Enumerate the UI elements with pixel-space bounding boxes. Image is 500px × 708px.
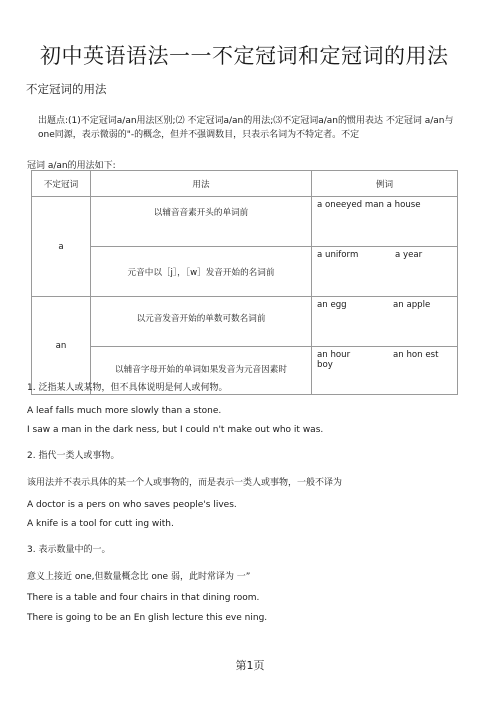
- examples-cell: [312, 347, 458, 395]
- article-cell: an: [32, 297, 91, 395]
- example-sentence: A doctor is a pers on who saves people's lives.: [27, 500, 237, 510]
- intro-paragraph: 出题点:(1)不定冠词a/an用法区别;⑵ 不定冠词a/an的用法;⑶不定冠词a/an的惯用表达 不定冠词 a/an与 one同源，表示微弱的"-的概念，但并不强调数目，只表示名词为不特定者。不定: [38, 116, 454, 140]
- table-row: [32, 297, 458, 347]
- example-word: a year: [395, 250, 423, 260]
- example-word: a oneeyed man a house: [317, 200, 421, 210]
- page-number: 第1页: [235, 659, 265, 672]
- usage-cell: [91, 197, 312, 247]
- article-cell: a: [32, 197, 91, 297]
- example-sentence: There is a table and four chairs in that dining room.: [27, 593, 260, 603]
- explanation-text: 该用法并不表示具体的某一个人或事物的，而是表示一类人或事物，一般不译为: [27, 478, 343, 488]
- table-row: [32, 247, 458, 297]
- point-heading: 2. 指代一类人或事物。: [27, 451, 120, 461]
- usage-cell: [91, 247, 312, 297]
- examples-cell: [312, 197, 458, 247]
- usage-text: 元音中以［j］，［w］发音开始的名词前: [127, 267, 275, 278]
- page-title: 初中英语语法一一不定冠词和定冠词的用法: [40, 44, 449, 68]
- example-word: an apple: [393, 300, 431, 310]
- table-header-row: [32, 171, 458, 197]
- explanation-text: 意义上接近 one,但数量概念比 one 弱，此时常译为 一”: [27, 572, 251, 582]
- point-heading: 1. 泛指某人或某物，但不具体说明是何人或何物。: [27, 383, 228, 393]
- examples-cell: [312, 247, 458, 297]
- example-word: an hon est boy: [317, 350, 439, 370]
- example-word: a uniform: [317, 250, 359, 260]
- example-sentence: There is going to be an En glish lecture this eve ning.: [27, 613, 268, 623]
- example-word: an hour: [317, 350, 351, 360]
- usage-table: [31, 170, 458, 395]
- example-sentence: A knife is a tool for cutt ing with.: [27, 519, 174, 529]
- example-word: an egg: [317, 300, 347, 310]
- usage-cell: [91, 297, 312, 347]
- header-article: 不定冠词: [32, 171, 91, 197]
- example-sentence: A leaf falls much more slowly than a stone.: [27, 406, 222, 416]
- usage-text: 以辅音音素开头的单词前: [153, 207, 249, 218]
- usage-text: 以辅音字母开始的单词如果发音为元音因素时: [115, 364, 287, 375]
- example-sentence: I saw a man in the dark ness, but I could n't make out who it was.: [27, 425, 324, 435]
- section-heading: 不定冠词的用法: [26, 82, 107, 96]
- header-examples: 例词: [312, 171, 458, 197]
- header-usage: 用法: [91, 171, 312, 197]
- usage-text: 以元音发音开始的单数可数名词前: [136, 313, 266, 324]
- point-heading: 3. 表示数量中的一。: [27, 545, 111, 555]
- table-caption: 冠词 a/an的用法如下:: [27, 161, 116, 171]
- examples-cell: [312, 297, 458, 347]
- table-row: [32, 197, 458, 247]
